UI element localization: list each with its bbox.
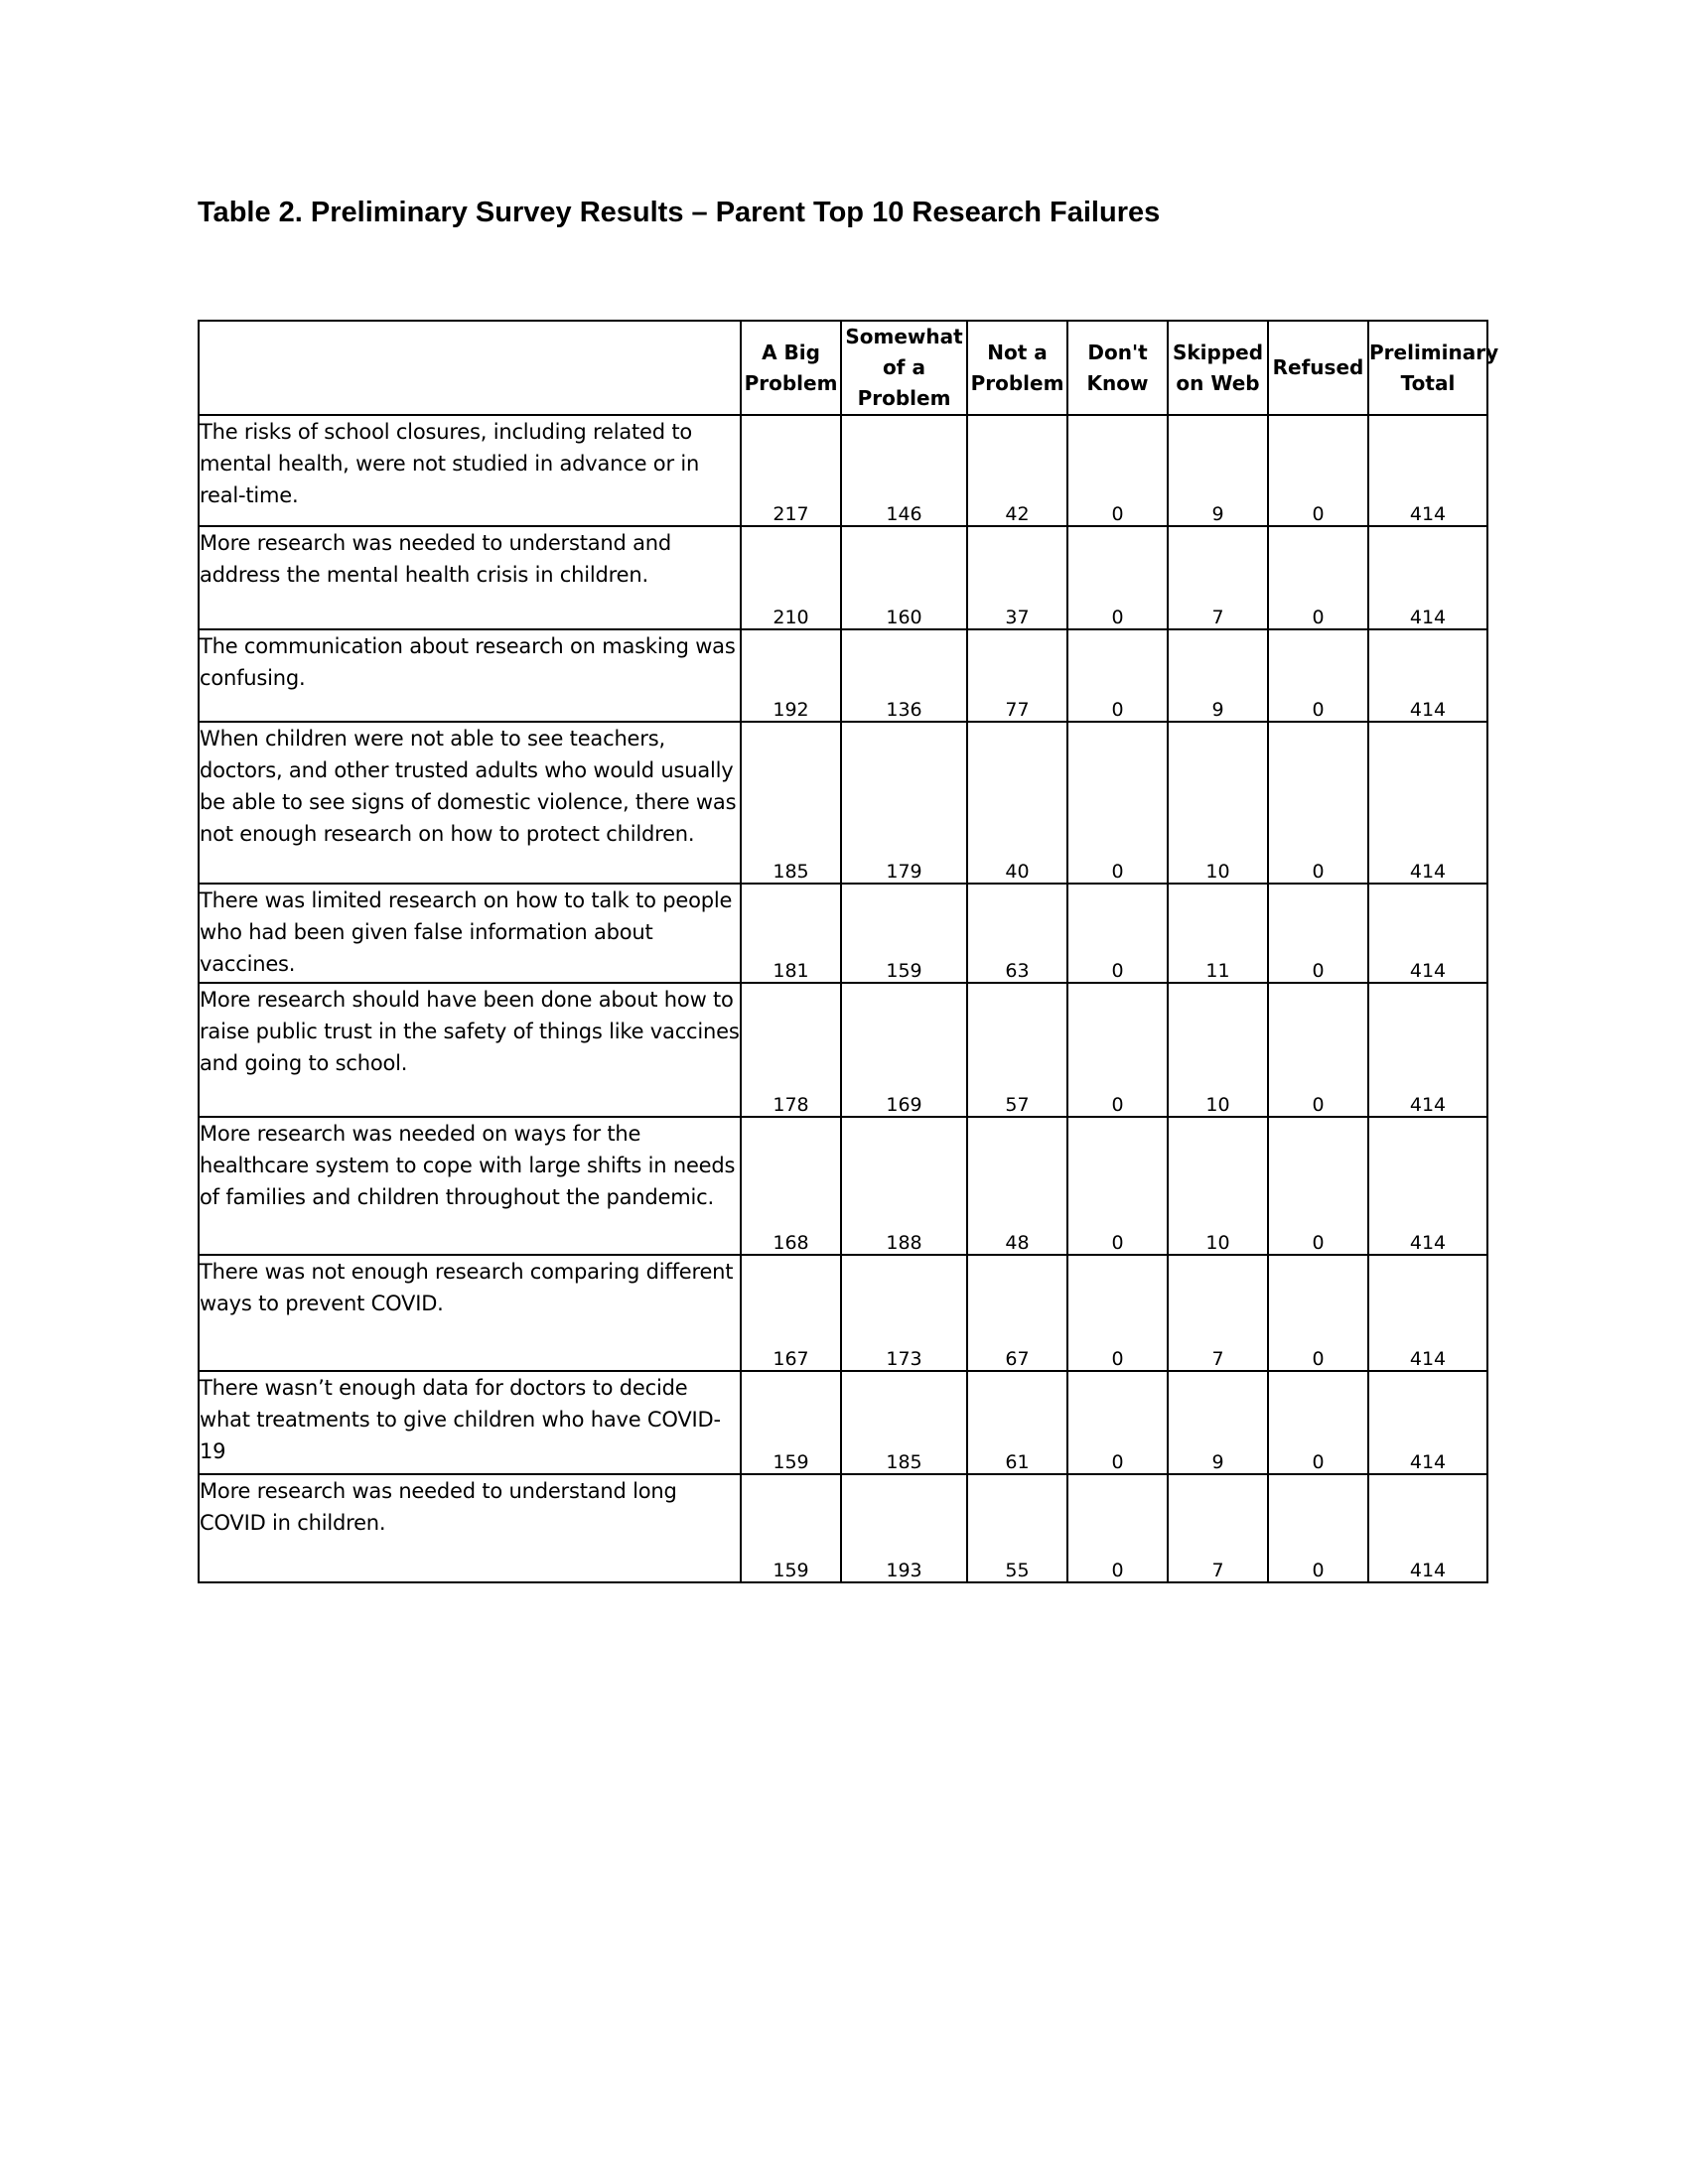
table-row (199, 1255, 1487, 1371)
value-cell: 0 (1268, 526, 1368, 629)
value-cell: 178 (741, 983, 841, 1117)
value-cell: 10 (1168, 722, 1268, 884)
value-cell: 61 (967, 1371, 1067, 1474)
value-cell: 9 (1168, 415, 1268, 526)
table-row (199, 526, 1487, 629)
value-cell: 0 (1067, 983, 1168, 1117)
value-cell: 0 (1067, 722, 1168, 884)
column-header: Not a Problem (967, 321, 1067, 415)
table-body (199, 415, 1487, 1582)
value-cell: 9 (1168, 1371, 1268, 1474)
value-cell: 0 (1268, 1474, 1368, 1582)
table-row (199, 884, 1487, 983)
value-cell: 0 (1067, 1255, 1168, 1371)
value-cell: 414 (1368, 526, 1487, 629)
value-cell: 159 (741, 1371, 841, 1474)
row-description: There was not enough research comparing different ways to prevent COVID. (199, 1255, 741, 1371)
value-cell: 193 (841, 1474, 967, 1582)
value-cell: 63 (967, 884, 1067, 983)
value-cell: 11 (1168, 884, 1268, 983)
header-empty-cell (199, 321, 741, 415)
value-cell: 160 (841, 526, 967, 629)
value-cell: 0 (1067, 629, 1168, 722)
row-description: When children were not able to see teachers, doctors, and other trusted adults who would usually be able to see signs of domestic violence, there was not enough research on how to protect children. (199, 722, 741, 884)
table-row (199, 1371, 1487, 1474)
value-cell: 0 (1268, 1117, 1368, 1255)
column-header: Preliminary Total (1368, 321, 1487, 415)
value-cell: 136 (841, 629, 967, 722)
value-cell: 10 (1168, 1117, 1268, 1255)
value-cell: 217 (741, 415, 841, 526)
header-row (199, 321, 1487, 415)
value-cell: 0 (1268, 1255, 1368, 1371)
value-cell: 0 (1067, 415, 1168, 526)
value-cell: 414 (1368, 722, 1487, 884)
value-cell: 185 (741, 722, 841, 884)
row-description: The risks of school closures, including related to mental health, were not studied in advance or in real-time. (199, 415, 741, 526)
value-cell: 414 (1368, 629, 1487, 722)
value-cell: 0 (1268, 884, 1368, 983)
table-row (199, 1474, 1487, 1582)
value-cell: 159 (841, 884, 967, 983)
value-cell: 414 (1368, 983, 1487, 1117)
value-cell: 179 (841, 722, 967, 884)
row-description: More research should have been done about how to raise public trust in the safety of things like vaccines and going to school. (199, 983, 741, 1117)
value-cell: 167 (741, 1255, 841, 1371)
value-cell: 181 (741, 884, 841, 983)
value-cell: 0 (1268, 983, 1368, 1117)
value-cell: 146 (841, 415, 967, 526)
value-cell: 40 (967, 722, 1067, 884)
value-cell: 10 (1168, 983, 1268, 1117)
value-cell: 57 (967, 983, 1067, 1117)
column-header: Refused (1268, 321, 1368, 415)
value-cell: 77 (967, 629, 1067, 722)
table-row (199, 415, 1487, 526)
value-cell: 210 (741, 526, 841, 629)
value-cell: 173 (841, 1255, 967, 1371)
value-cell: 169 (841, 983, 967, 1117)
value-cell: 0 (1268, 629, 1368, 722)
value-cell: 0 (1268, 415, 1368, 526)
value-cell: 192 (741, 629, 841, 722)
value-cell: 55 (967, 1474, 1067, 1582)
table-row (199, 629, 1487, 722)
value-cell: 414 (1368, 1117, 1487, 1255)
value-cell: 185 (841, 1371, 967, 1474)
row-description: More research was needed to understand long COVID in children. (199, 1474, 741, 1582)
row-description: There wasn’t enough data for doctors to decide what treatments to give children who have COVID-19 (199, 1371, 741, 1474)
value-cell: 67 (967, 1255, 1067, 1371)
value-cell: 0 (1067, 1117, 1168, 1255)
row-description: The communication about research on masking was confusing. (199, 629, 741, 722)
table-row (199, 722, 1487, 884)
value-cell: 37 (967, 526, 1067, 629)
value-cell: 48 (967, 1117, 1067, 1255)
value-cell: 0 (1067, 1474, 1168, 1582)
column-header: Skipped on Web (1168, 321, 1268, 415)
value-cell: 168 (741, 1117, 841, 1255)
column-header: Don't Know (1067, 321, 1168, 415)
column-header: Somewhat of a Problem (841, 321, 967, 415)
value-cell: 414 (1368, 1474, 1487, 1582)
value-cell: 42 (967, 415, 1067, 526)
table-row (199, 983, 1487, 1117)
value-cell: 0 (1067, 1371, 1168, 1474)
value-cell: 159 (741, 1474, 841, 1582)
row-description: More research was needed to understand and address the mental health crisis in children. (199, 526, 741, 629)
table-row (199, 1117, 1487, 1255)
row-description: More research was needed on ways for the healthcare system to cope with large shifts in needs of families and children throughout the pandemic. (199, 1117, 741, 1255)
value-cell: 414 (1368, 884, 1487, 983)
value-cell: 0 (1067, 884, 1168, 983)
survey-results-table (198, 320, 1499, 1583)
value-cell: 414 (1368, 1255, 1487, 1371)
value-cell: 7 (1168, 526, 1268, 629)
value-cell: 9 (1168, 629, 1268, 722)
value-cell: 7 (1168, 1474, 1268, 1582)
value-cell: 7 (1168, 1255, 1268, 1371)
row-description: There was limited research on how to talk to people who had been given false information about vaccines. (199, 884, 741, 983)
value-cell: 414 (1368, 1371, 1487, 1474)
table-title: Table 2. Preliminary Survey Results – Parent Top 10 Research Failures (198, 197, 1161, 228)
value-cell: 0 (1067, 526, 1168, 629)
column-header: A Big Problem (741, 321, 841, 415)
value-cell: 0 (1268, 1371, 1368, 1474)
value-cell: 0 (1268, 722, 1368, 884)
value-cell: 188 (841, 1117, 967, 1255)
value-cell: 414 (1368, 415, 1487, 526)
